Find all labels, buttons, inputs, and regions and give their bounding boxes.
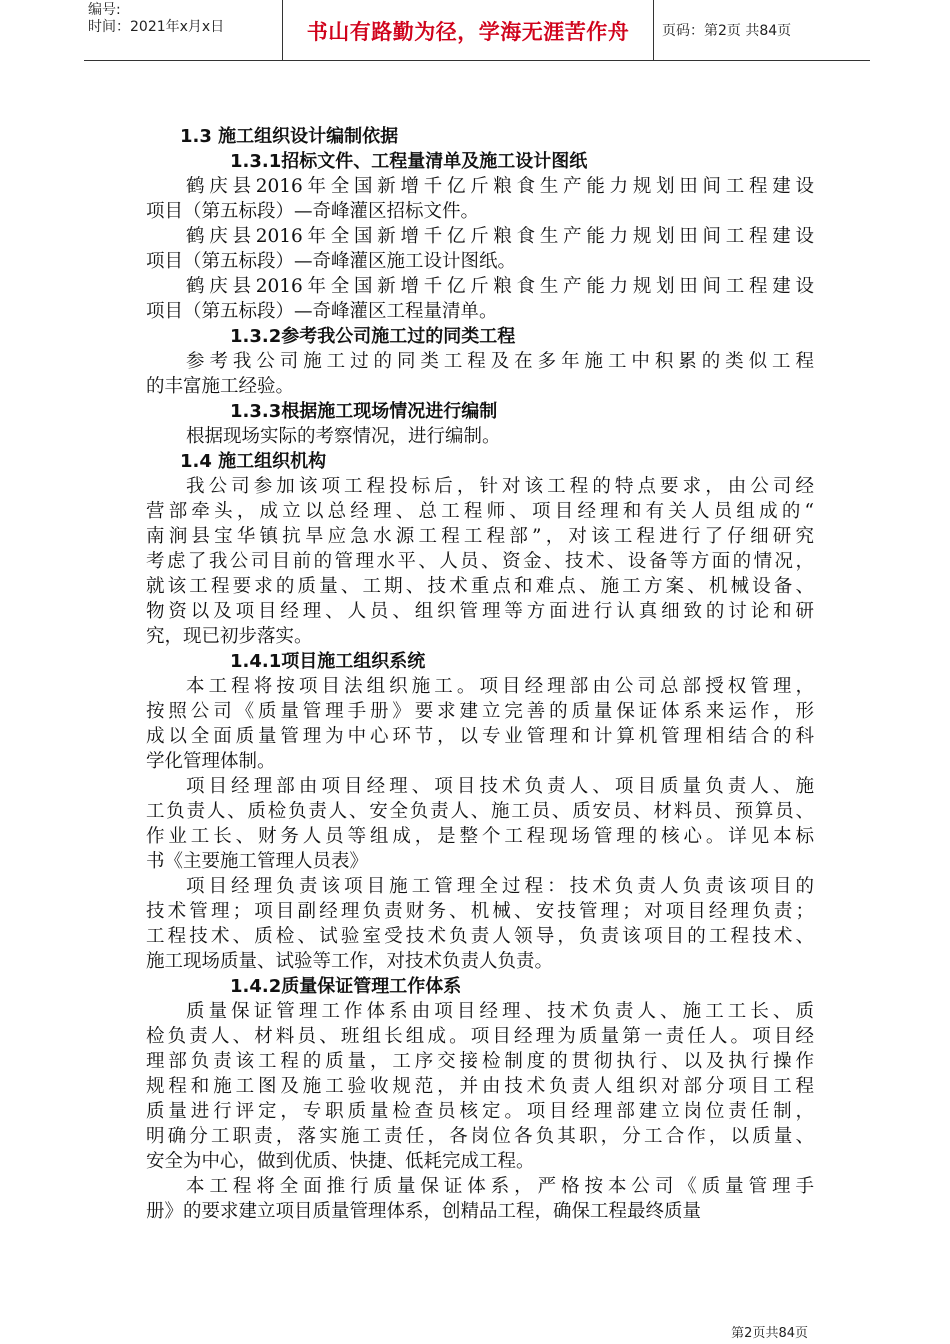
paragraph-line: 理部负责该工程的质量，工序交接检制度的贯彻执行、以及执行操作 (146, 1051, 814, 1072)
section-heading: 1.3.1招标文件、工程量清单及施工设计图纸 (230, 151, 588, 172)
section-heading: 1.3 施工组织设计编制依据 (180, 126, 399, 147)
header-page-number: 页码：第2页 共84页 (662, 23, 792, 39)
paragraph-line: 质量保证管理工作体系由项目经理、技术负责人、施工工长、质 (186, 1001, 814, 1022)
paragraph-line: 南涧县宝华镇抗旱应急水源工程工程部”，对该工程进行了仔细研究 (146, 526, 814, 547)
document-number-label: 编号: (88, 2, 121, 18)
paragraph-line: 成以全面质量管理为中心环节，以专业管理和计算机管理相结合的科 (146, 726, 814, 747)
paragraph-line: 册》的要求建立项目质量管理体系，创精品工程，确保工程最终质量 (146, 1201, 702, 1222)
section-heading: 1.4.2质量保证管理工作体系 (230, 976, 462, 997)
paragraph-line: 安全为中心，做到优质、快捷、低耗完成工程。 (146, 1151, 535, 1172)
paragraph-line: 作业工长、财务人员等组成，是整个工程现场管理的核心。详见本标 (146, 826, 814, 847)
paragraph-line: 鹤庆县2016年全国新增千亿斤粮食生产能力规划田间工程建设 (186, 176, 814, 197)
paragraph-line: 检负责人、材料员、班组长组成。项目经理为质量第一责任人。项目经 (146, 1026, 814, 1047)
paragraph-line: 工程技术、质检、试验室受技术负责人领导，负责该项目的工程技术、 (146, 926, 814, 947)
section-heading: 1.3.3根据施工现场情况进行编制 (230, 401, 498, 422)
document-date-label: 时间：2021年x月x日 (88, 19, 225, 35)
paragraph-line: 项目（第五标段）—奇峰灌区招标文件。 (146, 201, 480, 222)
paragraph-line: 就该工程要求的质量、工期、技术重点和难点、施工方案、机械设备、 (146, 576, 814, 597)
paragraph-line: 项目（第五标段）—奇峰灌区工程量清单。 (146, 301, 498, 322)
paragraph-line: 书《主要施工管理人员表》 (146, 851, 369, 872)
paragraph-line: 本工程将全面推行质量保证体系，严格按本公司《质量管理手 (186, 1176, 814, 1197)
paragraph-line: 明确分工职责，落实施工责任，各岗位各负其职，分工合作，以质量、 (146, 1126, 814, 1147)
paragraph-line: 考虑了我公司目前的管理水平、人员、资金、技术、设备等方面的情况， (146, 551, 814, 572)
paragraph-line: 的丰富施工经验。 (146, 376, 295, 397)
paragraph-line: 按照公司《质量管理手册》要求建立完善的质量保证体系来运作，形 (146, 701, 814, 722)
document-body (146, 124, 814, 1224)
footer-page-number: 第2页共84页 (731, 1326, 808, 1341)
paragraph-line: 根据现场实际的考察情况，进行编制。 (186, 426, 501, 447)
header-motto: 书山有路勤为径，学海无涯苦作舟 (306, 20, 630, 44)
paragraph-line: 鹤庆县2016年全国新增千亿斤粮食生产能力规划田间工程建设 (186, 226, 814, 247)
page-header (84, 0, 870, 61)
header-meta (88, 2, 224, 36)
paragraph-line: 项目经理负责该项目施工管理全过程：技术负责人负责该项目的 (186, 876, 814, 897)
paragraph-line: 物资以及项目经理、人员、组织管理等方面进行认真细致的讨论和研 (146, 601, 814, 622)
paragraph-line: 项目经理部由项目经理、项目技术负责人、项目质量负责人、施 (186, 776, 814, 797)
paragraph-line: 项目（第五标段）—奇峰灌区施工设计图纸。 (146, 251, 517, 272)
paragraph-line: 质量进行评定，专职质量检查员核定。项目经理部建立岗位责任制， (146, 1101, 814, 1122)
paragraph-line: 营部牵头，成立以总经理、总工程师、项目经理和有关人员组成的“ (146, 501, 814, 522)
paragraph-line: 我公司参加该项工程投标后，针对该工程的特点要求，由公司经 (186, 476, 814, 497)
section-heading: 1.4 施工组织机构 (180, 451, 327, 472)
paragraph-line: 施工现场质量、试验等工作，对技术负责人负责。 (146, 951, 554, 972)
paragraph-line: 鹤庆县2016年全国新增千亿斤粮食生产能力规划田间工程建设 (186, 276, 814, 297)
paragraph-line: 本工程将按项目法组织施工。项目经理部由公司总部授权管理， (186, 676, 814, 697)
paragraph-line: 规程和施工图及施工验收规范，并由技术负责人组织对部分项目工程 (146, 1076, 814, 1097)
section-heading: 1.4.1项目施工组织系统 (230, 651, 426, 672)
paragraph-line: 参考我公司施工过的同类工程及在多年施工中积累的类似工程 (186, 351, 814, 372)
header-divider (653, 0, 654, 60)
paragraph-line: 技术管理；项目副经理负责财务、机械、安技管理；对项目经理负责； (146, 901, 814, 922)
paragraph-line: 究，现已初步落实。 (146, 626, 313, 647)
paragraph-line: 学化管理体制。 (146, 751, 276, 772)
paragraph-line: 工负责人、质检负责人、安全负责人、施工员、质安员、材料员、预算员、 (146, 801, 814, 822)
section-heading: 1.3.2参考我公司施工过的同类工程 (230, 326, 516, 347)
